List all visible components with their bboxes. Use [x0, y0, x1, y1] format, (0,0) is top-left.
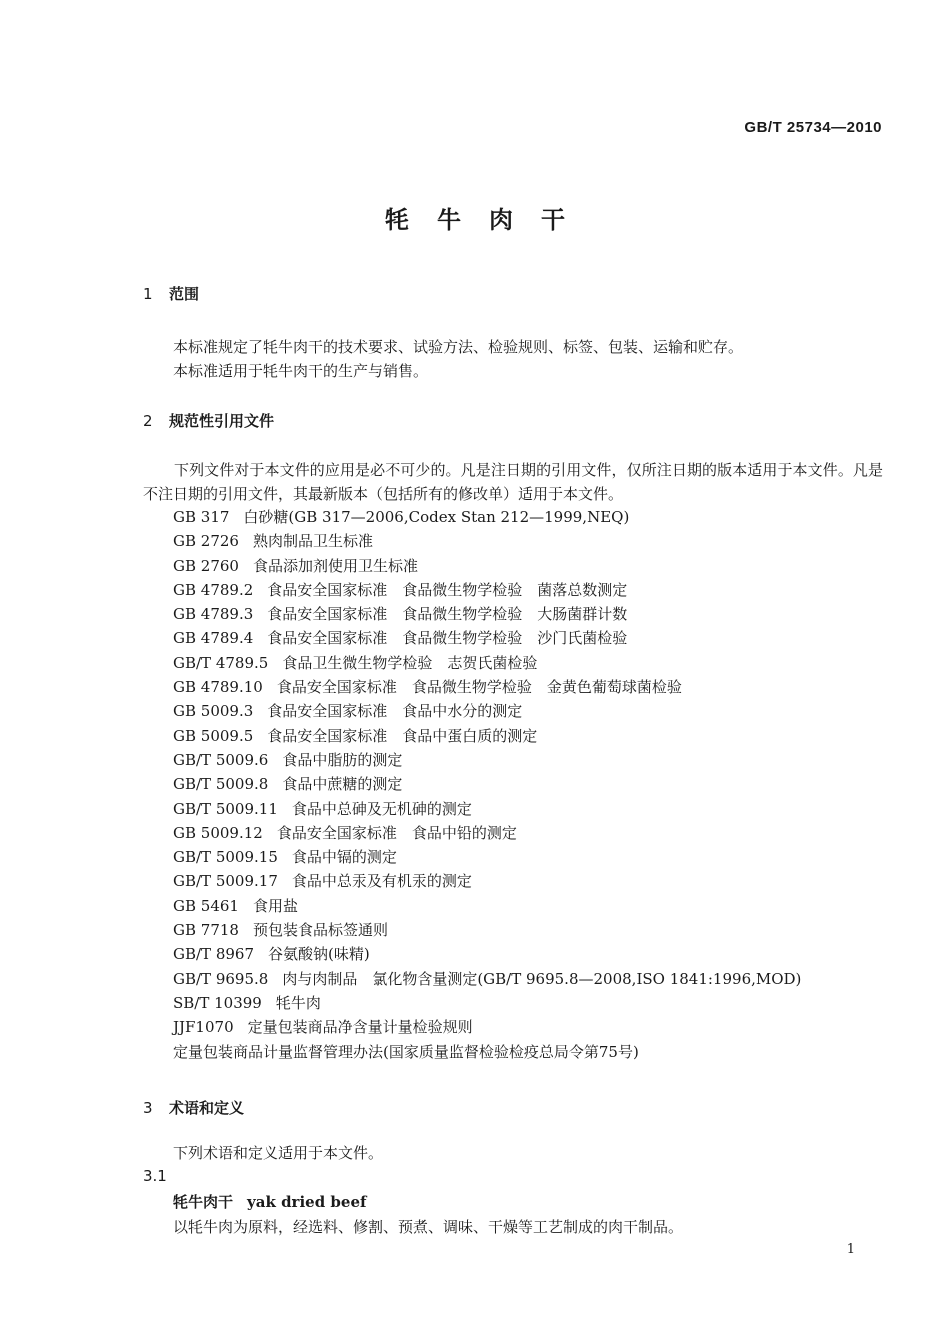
- reference-title: 食品添加剂使用卫生标准: [252, 556, 418, 575]
- reference-item: [173, 675, 801, 699]
- reference-code: GB 7718: [173, 921, 239, 940]
- reference-title: 牦牛肉: [275, 993, 321, 1012]
- reference-title: 熟肉制品卫生标准: [252, 532, 373, 551]
- reference-title: 预包装食品标签通则: [252, 921, 388, 940]
- reference-code: GB 4789.3: [173, 605, 254, 624]
- scope-paragraph-1: 本标准规定了牦牛肉干的技术要求、试验方法、检验规则、标签、包装、运输和贮存。: [173, 338, 744, 356]
- term-number: 3.1: [143, 1167, 167, 1185]
- reference-title: 食品安全国家标准 食品微生物学检验 沙门氏菌检验: [267, 629, 628, 648]
- reference-code: GB/T 5009.8: [173, 775, 269, 794]
- reference-title: 食品安全国家标准 食品中铅的测定: [276, 823, 517, 842]
- references-intro: 下列文件对于本文件的应用是必不可少的。凡是注日期的引用文件，仅所注日期的版本适用于本文件。凡是不注日期的引用文件，其最新版本（包括所有的修改单）适用于本文件。: [143, 461, 883, 503]
- reference-code: GB 5461: [173, 896, 239, 915]
- reference-item: [173, 602, 801, 626]
- reference-code: GB 2726: [173, 532, 239, 551]
- document-title: 牦牛肉干: [385, 206, 593, 234]
- reference-title: 定量包装商品计量监督管理办法(国家质量监督检验检疫总局令第75号): [173, 1042, 639, 1061]
- section-3-heading: [143, 1097, 244, 1118]
- reference-item: [173, 529, 801, 553]
- reference-title: 食品中总汞及有机汞的测定: [291, 872, 472, 891]
- reference-title: 定量包装商品净含量计量检验规则: [247, 1018, 473, 1037]
- reference-code: GB/T 9695.8: [173, 969, 269, 988]
- reference-code: GB 4789.2: [173, 580, 254, 599]
- reference-code: GB/T 5009.11: [173, 799, 278, 818]
- reference-title: 食品中脂肪的测定: [282, 750, 403, 769]
- section-number: 2: [143, 412, 153, 430]
- reference-item: [173, 724, 801, 748]
- reference-item: [173, 967, 801, 991]
- reference-title: 食品中总砷及无机砷的测定: [291, 799, 472, 818]
- reference-item: [173, 942, 801, 966]
- section-1-heading: [143, 283, 199, 304]
- reference-item: [173, 1015, 801, 1039]
- reference-list: [173, 505, 801, 1064]
- reference-title: 肉与肉制品 氯化物含量测定(GB/T 9695.8—2008,ISO 1841:1996,MOD): [282, 969, 802, 988]
- reference-code: GB 4789.10: [173, 678, 263, 697]
- reference-item: [173, 991, 801, 1015]
- reference-title: 食品安全国家标准 食品微生物学检验 金黄色葡萄球菌检验: [276, 678, 682, 697]
- reference-code: GB/T 8967: [173, 945, 255, 964]
- reference-title: 食品安全国家标准 食品微生物学检验 菌落总数测定: [267, 580, 628, 599]
- reference-item: [173, 699, 801, 723]
- reference-code: GB/T 5009.17: [173, 872, 278, 891]
- section-number: 3: [143, 1099, 153, 1117]
- reference-code: GB 2760: [173, 556, 239, 575]
- reference-code: GB 4789.4: [173, 629, 254, 648]
- reference-title: 食品安全国家标准 食品中水分的测定: [267, 702, 523, 721]
- reference-item: [173, 554, 801, 578]
- terms-intro: 下列术语和定义适用于本文件。: [173, 1144, 384, 1162]
- page-number: 1: [846, 1242, 855, 1257]
- reference-title: 白砂糖(GB 317—2006,Codex Stan 212—1999,NEQ): [243, 508, 630, 526]
- term-name: [173, 1191, 366, 1212]
- reference-code: GB 5009.3: [173, 702, 254, 721]
- reference-item: [173, 772, 801, 796]
- reference-item: [173, 797, 801, 821]
- reference-item: [173, 651, 801, 675]
- reference-item: [173, 869, 801, 893]
- section-title: 术语和定义: [169, 1099, 245, 1117]
- scope-paragraph-2: 本标准适用于牦牛肉干的生产与销售。: [173, 362, 429, 380]
- reference-item: [173, 1040, 801, 1064]
- reference-code: GB/T 5009.6: [173, 750, 269, 769]
- reference-title: 谷氨酸钠(味精): [268, 945, 370, 964]
- reference-item: [173, 894, 801, 918]
- section-title: 范围: [169, 285, 200, 303]
- reference-code: GB/T 5009.15: [173, 848, 278, 867]
- term-english: yak dried beef: [247, 1193, 367, 1211]
- reference-item: [173, 626, 801, 650]
- reference-title: 食用盐: [252, 896, 298, 915]
- standard-code: GB/T 25734—2010: [744, 119, 882, 136]
- reference-code: JJF1070: [173, 1018, 234, 1037]
- reference-item: [173, 845, 801, 869]
- reference-title: 食品卫生微生物学检验 志贺氏菌检验: [282, 653, 538, 672]
- term-definition: 以牦牛肉为原料，经选料、修割、预煮、调味、干燥等工艺制成的肉干制品。: [173, 1218, 684, 1236]
- reference-code: GB 5009.5: [173, 726, 254, 745]
- reference-code: GB 317: [173, 508, 230, 526]
- section-2-heading: [143, 410, 274, 431]
- reference-item: [173, 821, 801, 845]
- reference-code: GB 5009.12: [173, 823, 263, 842]
- reference-title: 食品中蔗糖的测定: [282, 775, 403, 794]
- reference-item: [173, 748, 801, 772]
- reference-item: [173, 505, 801, 529]
- section-title: 规范性引用文件: [169, 412, 275, 430]
- reference-title: 食品安全国家标准 食品中蛋白质的测定: [267, 726, 538, 745]
- reference-code: SB/T 10399: [173, 993, 262, 1012]
- reference-title: 食品中镉的测定: [291, 848, 397, 867]
- reference-title: 食品安全国家标准 食品微生物学检验 大肠菌群计数: [267, 605, 628, 624]
- reference-item: [173, 918, 801, 942]
- term-chinese: 牦牛肉干: [173, 1193, 234, 1211]
- section-number: 1: [143, 285, 153, 303]
- reference-item: [173, 578, 801, 602]
- reference-code: GB/T 4789.5: [173, 653, 269, 672]
